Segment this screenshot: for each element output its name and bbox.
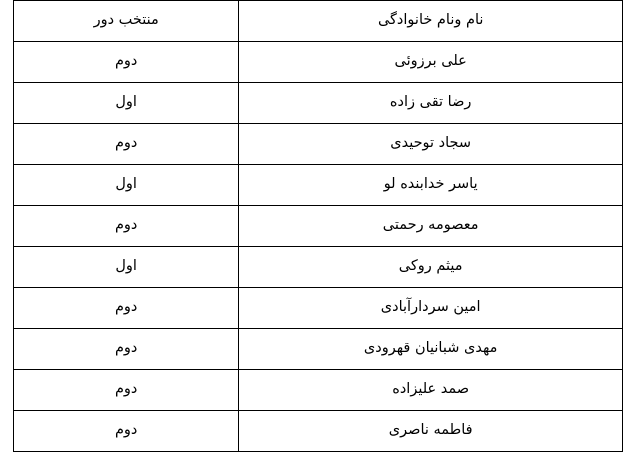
table-header-row [14, 1, 623, 42]
table-row [14, 411, 623, 452]
table-row [14, 247, 623, 288]
cell-round: دوم [14, 288, 239, 329]
table-row [14, 42, 623, 83]
table-row [14, 124, 623, 165]
cell-round: دوم [14, 329, 239, 370]
table-row [14, 83, 623, 124]
table-row [14, 370, 623, 411]
table-row [14, 165, 623, 206]
table-body [14, 1, 623, 452]
cell-name: معصومه رحمتی [239, 206, 623, 247]
table-row [14, 288, 623, 329]
cell-name: رضا تقی زاده [239, 83, 623, 124]
cell-name: علی برزوئی [239, 42, 623, 83]
cell-round: اول [14, 165, 239, 206]
header-cell-round: منتخب دور [14, 1, 239, 42]
cell-round: اول [14, 83, 239, 124]
cell-name: فاطمه ناصری [239, 411, 623, 452]
cell-name: میثم روکی [239, 247, 623, 288]
cell-round: دوم [14, 206, 239, 247]
cell-name: سجاد توحیدی [239, 124, 623, 165]
cell-round: دوم [14, 411, 239, 452]
cell-round: دوم [14, 370, 239, 411]
cell-name: صمد علیزاده [239, 370, 623, 411]
cell-round: دوم [14, 124, 239, 165]
cell-round: اول [14, 247, 239, 288]
header-cell-name: نام ونام خانوادگی [239, 1, 623, 42]
cell-name: مهدی شبانیان قهرودی [239, 329, 623, 370]
table-row [14, 206, 623, 247]
table-row [14, 329, 623, 370]
elected-candidates-table [13, 0, 623, 452]
cell-round: دوم [14, 42, 239, 83]
cell-name: یاسر خدابنده لو [239, 165, 623, 206]
cell-name: امین سردارآبادی [239, 288, 623, 329]
